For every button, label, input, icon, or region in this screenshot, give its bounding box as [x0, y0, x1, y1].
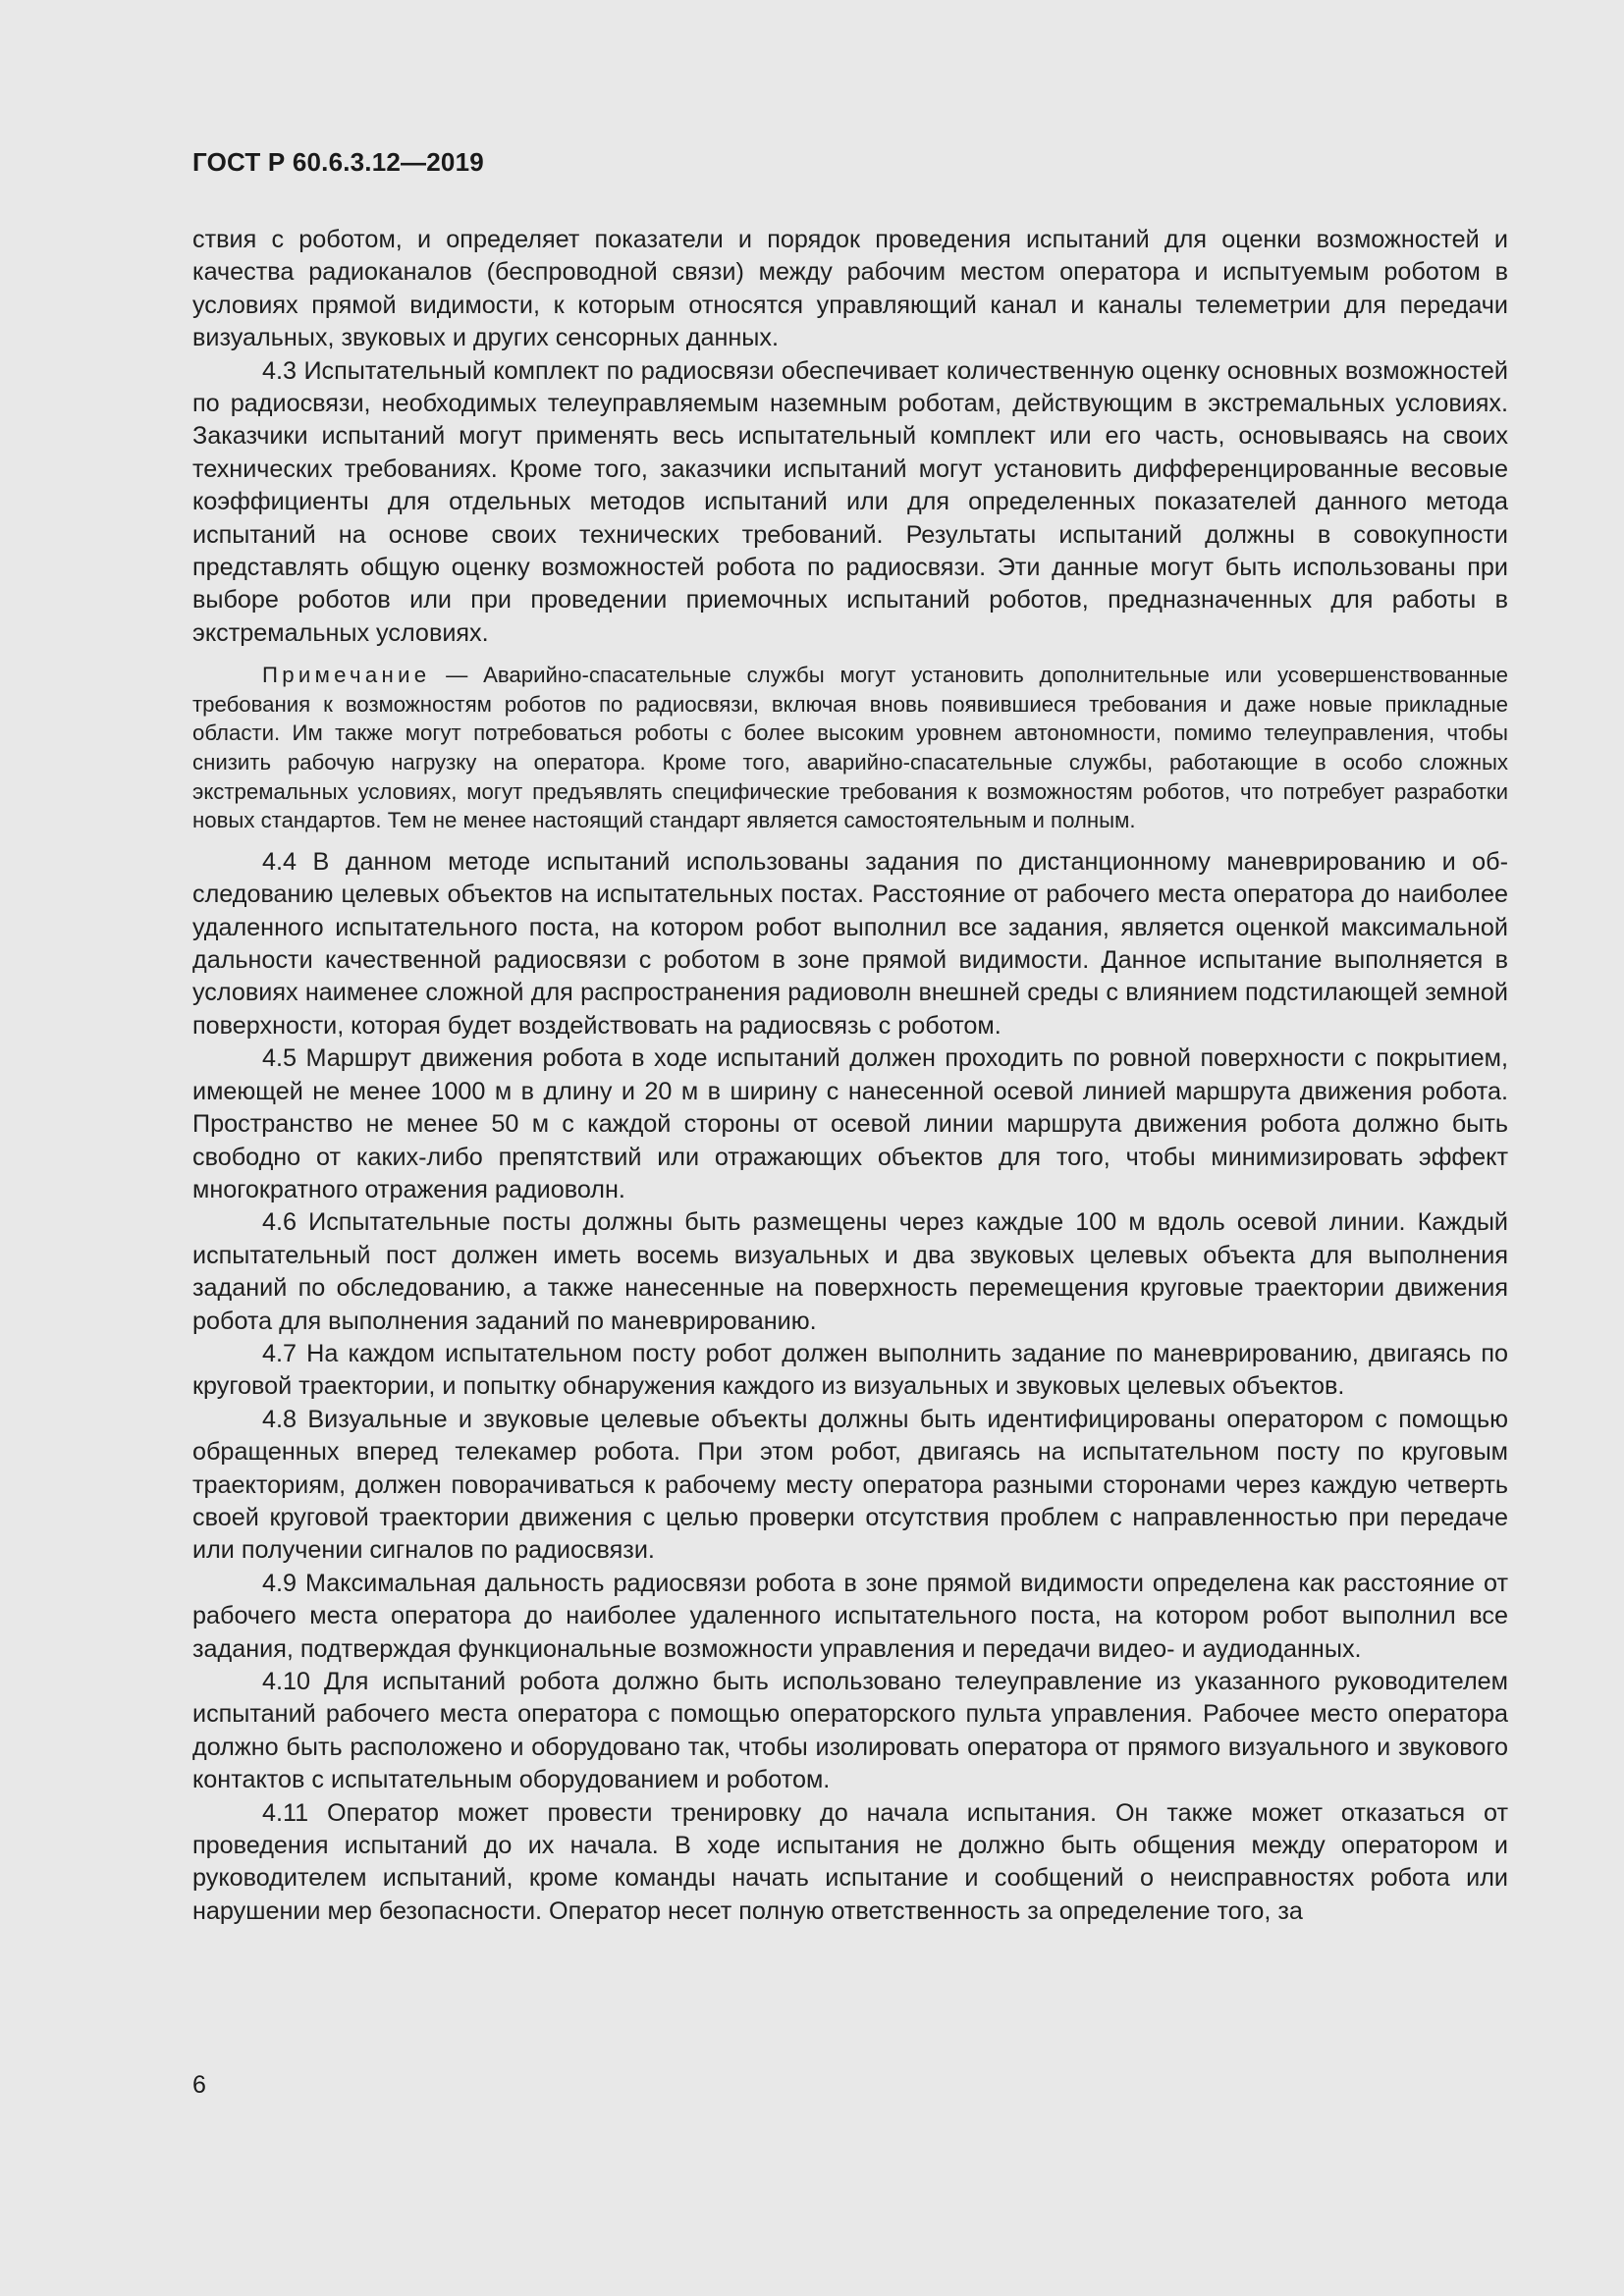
note-text: — Аварийно-спасательные службы могут установить дополнительные или усовершенствованные требования к возможностям роботов по радиосвязи, включая вновь появившиеся требования и даже новые прикладные области. Им также могут потребоваться роботы с более высоким уровнем автономности, помимо телеуправления, чтобы снизить рабочую нагрузку на оператора. Кроме того, аварийно-спасательные службы, работающие в особо сложных экстремальных условиях, могут предъявлять специфические требования к возможностям роботов, что потребует разработки новых стандартов. Тем не менее настоящий стандарт является самостоятельным и полным.: [192, 663, 1508, 833]
paragraph-4-5: 4.5 Маршрут движения робота в ходе испытаний должен проходить по ровной поверхности с покрытием, имеющей не менее 1000 м в длину и 20 м в ширину с нанесенной осевой линией маршрута движения робота. Пространство не менее 50 м с каждой стороны от осевой линии маршрута движения робота должно быть свободно от каких-либо препятствий или отражающих объектов для того, чтобы минимизировать эффект многократного отражения радиоволн.: [192, 1044, 1508, 1203]
note-label: Примечание: [262, 663, 431, 688]
paragraph-continuation: ствия с роботом, и определяет показатели и порядок проведения испытаний для оценки возможностей и качества радиоканалов (беспроводной связи) между рабочим местом оператора и испытуемым роботом в условиях прямой видимости, к которым относятся управляющий канал и каналы телеметрии для передачи визуальных, звуковых и других сенсорных данных.: [192, 226, 1508, 352]
note-block: [192, 661, 1508, 835]
document-body: [192, 224, 1508, 1928]
paragraph-4-10: 4.10 Для испытаний робота должно быть использовано телеуправление из указанного руководителем испытаний рабочего места оператора с помощью операторского пульта управления. Рабочее место оператора должно быть расположено и оборудовано так, чтобы изолировать оператора от прямого визуального и звукового контактов с испытательным оборудованием и роботом.: [192, 1668, 1508, 1794]
paragraph-4-3: 4.3 Испытательный комплект по радиосвязи обеспечивает количественную оценку основных возможностей по радиосвязи, необходимых телеуправляемым наземным роботам, действующим в экстремальных условиях. Заказчики испытаний могут применять весь испытательный комплект или его часть, основываясь на своих технических требованиях. Кроме того, заказчики испытаний могут установить дифференцированные весовые коэффициенты для отдельных методов испытаний или для определенных показателей данного метода испытаний на основе своих технических требований. Результаты испытаний должны в совокупности представлять общую оценку возможностей робота по радиосвязи. Эти данные могут быть использованы при выборе роботов или при проведении приемочных испытаний роботов, предназначенных для работы в экстремальных условиях.: [192, 356, 1508, 647]
page-number: 6: [192, 2071, 206, 2099]
paragraph-4-7: 4.7 На каждом испытательном посту робот должен выполнить задание по маневрированию, двигаясь по круговой траектории, и попытку обнаружения каждого из визуальных и звуковых целевых объектов.: [192, 1339, 1508, 1401]
paragraph-4-6: 4.6 Испытательные посты должны быть размещены через каждые 100 м вдоль осевой линии. Каждый испытательный пост должен иметь восемь визуальных и два звуковых целевых объекта для выполнения заданий по обследованию, а также нанесенные на поверхность перемещения круговые траектории движения робота для выполнения заданий по маневрированию.: [192, 1208, 1508, 1335]
paragraph-4-4: 4.4 В данном методе испытаний использованы задания по дистанционному маневрированию и обследованию целевых объектов на испытательных постах. Расстояние от рабочего места оператора до наиболее удаленного испытательного поста, на котором робот выполнил все задания, является оценкой максимальной дальности качественной радиосвязи с роботом в зоне прямой видимости. Данное испытание выполняется в условиях наименее сложной для распространения радиоволн внешней среды с влиянием подстилающей земной поверхности, которая будет воздействовать на радиосвязь с роботом.: [192, 847, 1508, 1040]
document-code-header: ГОСТ Р 60.6.3.12—2019: [192, 147, 484, 177]
paragraph-4-11: 4.11 Оператор может провести тренировку до начала испытания. Он также может отказаться от проведения испытаний до их начала. В ходе испытания не должно быть общения между оператором и руководителем испытаний, кроме команды начать испытание и сообщений о неисправностях робота или нарушении мер безопасности. Оператор несет полную ответственность за определение того, за: [192, 1798, 1508, 1925]
paragraph-4-8: 4.8 Визуальные и звуковые целевые объекты должны быть идентифицированы оператором с помощью обращенных вперед телекамер робота. При этом робот, двигаясь на испытательном посту по круговым траекториям, должен поворачиваться к рабочему месту оператора разными сторонами через каждую четверть своей круговой траектории движения с целью проверки отсутствия проблем с направленностью при передаче или получении сигналов по радиосвязи.: [192, 1405, 1508, 1565]
paragraph-4-9: 4.9 Максимальная дальность радиосвязи робота в зоне прямой видимости определена как расстояние от рабочего места оператора до наиболее удаленного испытательного поста, на котором робот выполнил все задания, подтверждая функциональные возможности управления и передачи видео- и аудиоданных.: [192, 1569, 1508, 1663]
